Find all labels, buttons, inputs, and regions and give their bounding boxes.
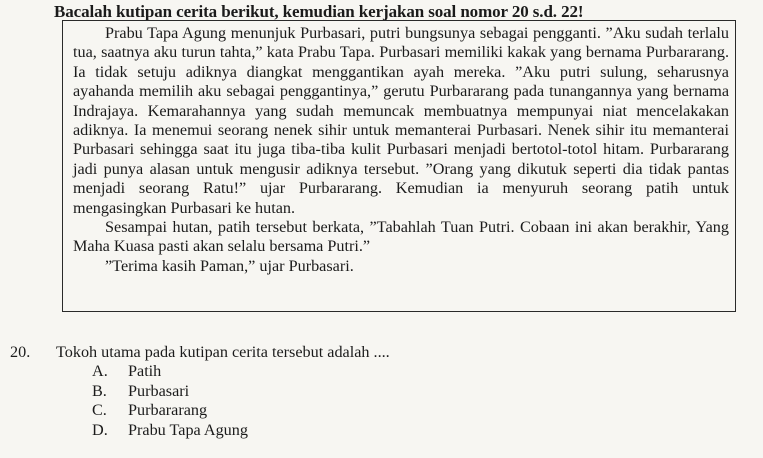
option-a[interactable] <box>92 362 248 382</box>
story-paragraph-2: Sesampai hutan, patih tersebut berkata, ”Tabahlah Tuan Putri. Cobaan ini akan berakhir, Yang Maha Kuasa pasti akan selalu bersama Putri.” <box>73 218 729 256</box>
option-d[interactable] <box>92 421 248 441</box>
option-letter: A. <box>92 362 108 380</box>
option-letter: D. <box>92 420 108 439</box>
question-number: 20. <box>10 343 31 361</box>
option-letter: C. <box>92 401 107 419</box>
option-c[interactable] <box>92 401 248 421</box>
option-text: Purbasari <box>128 381 190 400</box>
option-b[interactable] <box>92 382 248 402</box>
question-text: Tokoh utama pada kutipan cerita tersebut adalah .... <box>56 343 390 361</box>
option-text: Patih <box>128 362 162 380</box>
story-paragraph-1: Prabu Tapa Agung menunjuk Purbasari, putri bungsunya sebagai pengganti. ”Aku sudah terlalu tua, saatnya aku turun tahta,” kata Prabu Tapa. Purbasari memiliki kakak yang bernama Purbararang. Ia tidak setuju adiknya diangkat menggantikan ayah mereka. ”Aku putri sulung, seharusnya ayahanda memilih aku sebagai penggantinya,” gerutu Purbararang pada tunangannya yang bernama Indrajaya. Kemarahannya yang sudah memuncak membuatnya mempunyai niat mencelakakan adiknya. Ia menemui seorang nenek sihir untuk memanterai Purbasari. Nenek sihir itu memanterai Purbasari sehingga saat itu juga tiba-tiba kulit Purbasari menjadi bertotol-totol hitam. Purbararang jadi punya alasan untuk mengusir adiknya tersebut. ”Orang yang dikutuk seperti dia tidak pantas menjadi seorang Ratu!” ujar Purbararang. Kemudian ia menyuruh seorang patih untuk mengasingkan Purbasari ke hutan. <box>73 24 729 217</box>
option-text: Prabu Tapa Agung <box>128 420 248 439</box>
answer-options <box>92 362 248 440</box>
story-paragraph-3: ”Terima kasih Paman,” ujar Purbasari. <box>105 256 354 275</box>
instruction-heading: Bacalah kutipan cerita berikut, kemudian kerjakan soal nomor 20 s.d. 22! <box>54 2 584 21</box>
option-letter: B. <box>92 381 107 400</box>
option-text: Purbararang <box>128 401 208 419</box>
story-excerpt-box <box>62 20 736 312</box>
question-20 <box>10 342 390 362</box>
